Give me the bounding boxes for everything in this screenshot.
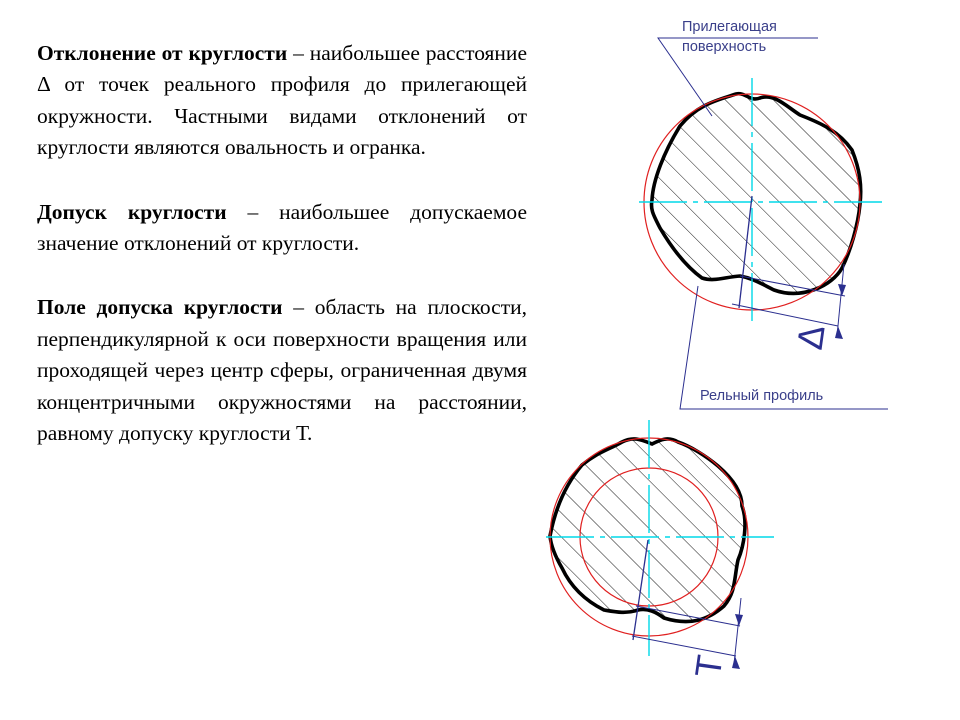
term-roundness-tolerance: Допуск круглости [37,199,227,224]
deviation-symbol: Δ [788,322,833,353]
definition-tolerance-zone: – область на плоскости, перпендикулярной к оси поверхности вращения или проходящей через центр сферы, ограниченная двумя концентричными окружностями на расстоянии, равному допуску круглости Т. [37,295,527,446]
label-adjacent-surface-2: поверхность [682,39,767,55]
figure-top [639,19,888,409]
term-roundness-deviation: Отклонение от круглости [37,41,288,65]
tolerance-dimension-line [734,598,741,664]
dimension-arrow-bottom-2 [732,656,740,669]
dimension-arrow-top-1 [838,284,846,296]
definition-roundness-tolerance: – наибольшее допускаемое значение отклонений от круглости. [37,199,527,256]
tolerance-extension-outer [632,636,736,656]
tolerance-symbol: Т [686,652,731,681]
dimension-arrow-top-2 [835,326,843,339]
definition-roundness-deviation: – наибольшее расстояние Δ от точек реального профиля до прилегающей окружности. Частными видами отклонений от круглости являются овальность и огранка. [37,41,527,160]
figure-bottom [546,420,774,680]
label-adjacent-surface-1: Прилегающая [682,19,777,35]
real-profile-top [651,94,860,294]
term-tolerance-zone: Поле допуска круглости [37,295,283,320]
dimension-arrow-bottom-1 [735,614,743,626]
label-real-profile: Рельный профиль [700,388,824,404]
extension-line-outer [732,304,838,326]
